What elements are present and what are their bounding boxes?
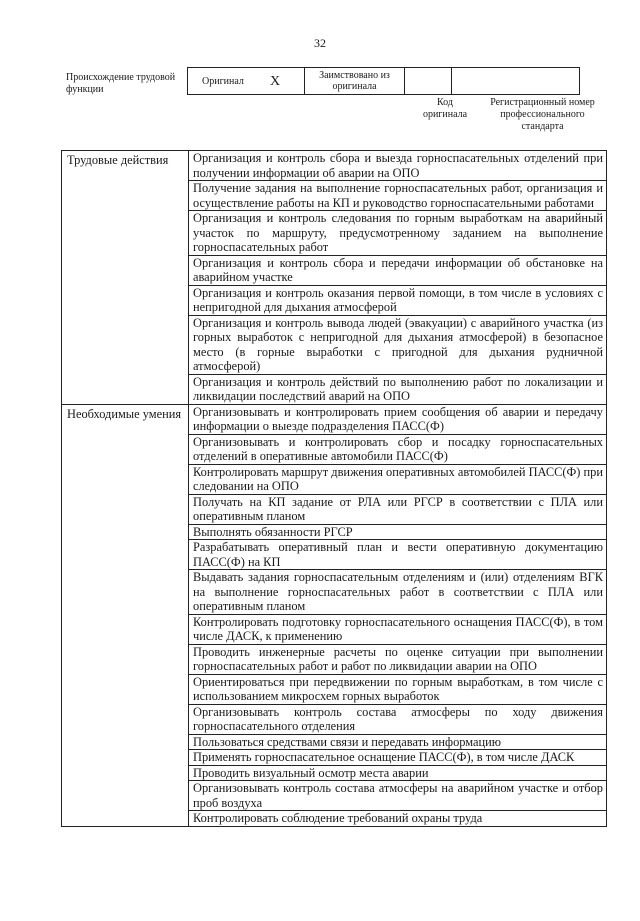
list-item: Применять горноспасательное оснащение ПАСС(Ф), в том числе ДАСК (189, 750, 607, 766)
list-item: Организовывать контроль состава атмосферы по ходу движения горноспасательного отделения (189, 704, 607, 734)
list-item: Пользоваться средствами связи и передавать информацию (189, 734, 607, 750)
list-item: Контролировать подготовку горноспасательного оснащения ПАСС(Ф), в том числе ДАСК, к применению (189, 614, 607, 644)
list-item: Проводить инженерные расчеты по оценке ситуации при выполнении горноспасательных работ и работ по ликвидации аварии на ОПО (189, 644, 607, 674)
table-row (62, 151, 607, 181)
code-caption: Код оригинала (422, 97, 468, 120)
section-title: Трудовые действия (62, 151, 189, 405)
list-item: Организация и контроль сбора и передачи информации об обстановке на аварийном участке (189, 255, 607, 285)
list-item: Организация и контроль оказания первой помощи, в том числе в условиях с непригодной для дыхания атмосферой (189, 285, 607, 315)
list-item: Разрабатывать оперативный план и вести оперативную документацию ПАСС(Ф) на КП (189, 540, 607, 570)
registration-caption: Регистрационный номер профессионального стандарта (490, 97, 595, 132)
section-title: Необходимые умения (62, 404, 189, 826)
original-cell: Оригинал (188, 68, 271, 95)
list-item: Контролировать маршрут движения оперативных автомобилей ПАСС(Ф) при следовании на ОПО (189, 464, 607, 494)
list-item: Выполнять обязанности РГСР (189, 524, 607, 540)
registration-number-cell (452, 68, 580, 95)
origin-table (187, 67, 580, 95)
list-item: Организация и контроль сбора и выезда горноспасательных отделений при получении информации об аварии на ОПО (189, 151, 607, 181)
original-mark: X (270, 68, 305, 95)
list-item: Организация и контроль вывода людей (эвакуации) с аварийного участка (из горных выработок с непригодной для дыхания атмосферой) в безопасное место (в горные выработки с пригодной для дыхания рудничной атмосферой) (189, 315, 607, 374)
table-row (62, 404, 607, 434)
list-item: Выдавать задания горноспасательным отделениям и (или) отделениям ВГК на выполнение горноспасательных работ в соответствии с ПЛА или оперативным планом (189, 570, 607, 615)
list-item: Организовывать и контролировать прием сообщения об аварии и передачу информации о выезде подразделения ПАСС(Ф) (189, 404, 607, 434)
original-code-cell (405, 68, 452, 95)
list-item: Получать на КП задание от РЛА или РГСР в соответствии с ПЛА или оперативным планом (189, 494, 607, 524)
origin-label: Происхождение трудовой функции (66, 72, 176, 95)
borrowed-cell: Заимствовано из оригинала (305, 68, 405, 95)
list-item: Организовывать контроль состава атмосферы на аварийном участке и отбор проб воздуха (189, 781, 607, 811)
list-item: Ориентироваться при передвижении по горным выработкам, в том числе с использованием микросхем горных выработок (189, 674, 607, 704)
list-item: Организация и контроль действий по выполнению работ по локализации и ликвидации последствий аварий на ОПО (189, 374, 607, 404)
list-item: Организация и контроль следования по горным выработкам на аварийный участок по маршруту, предусмотренному заданием на выполнение горноспасательных работ (189, 211, 607, 256)
function-table (61, 150, 607, 827)
list-item: Контролировать соблюдение требований охраны труда (189, 811, 607, 827)
list-item: Проводить визуальный осмотр места аварии (189, 765, 607, 781)
page-number: 32 (314, 36, 326, 50)
list-item: Получение задания на выполнение горноспасательных работ, организация и осуществление работы на КП и руководство горноспасательными работами (189, 181, 607, 211)
list-item: Организовывать и контролировать сбор и посадку горноспасательных отделений в оперативные автомобили ПАСС(Ф) (189, 434, 607, 464)
